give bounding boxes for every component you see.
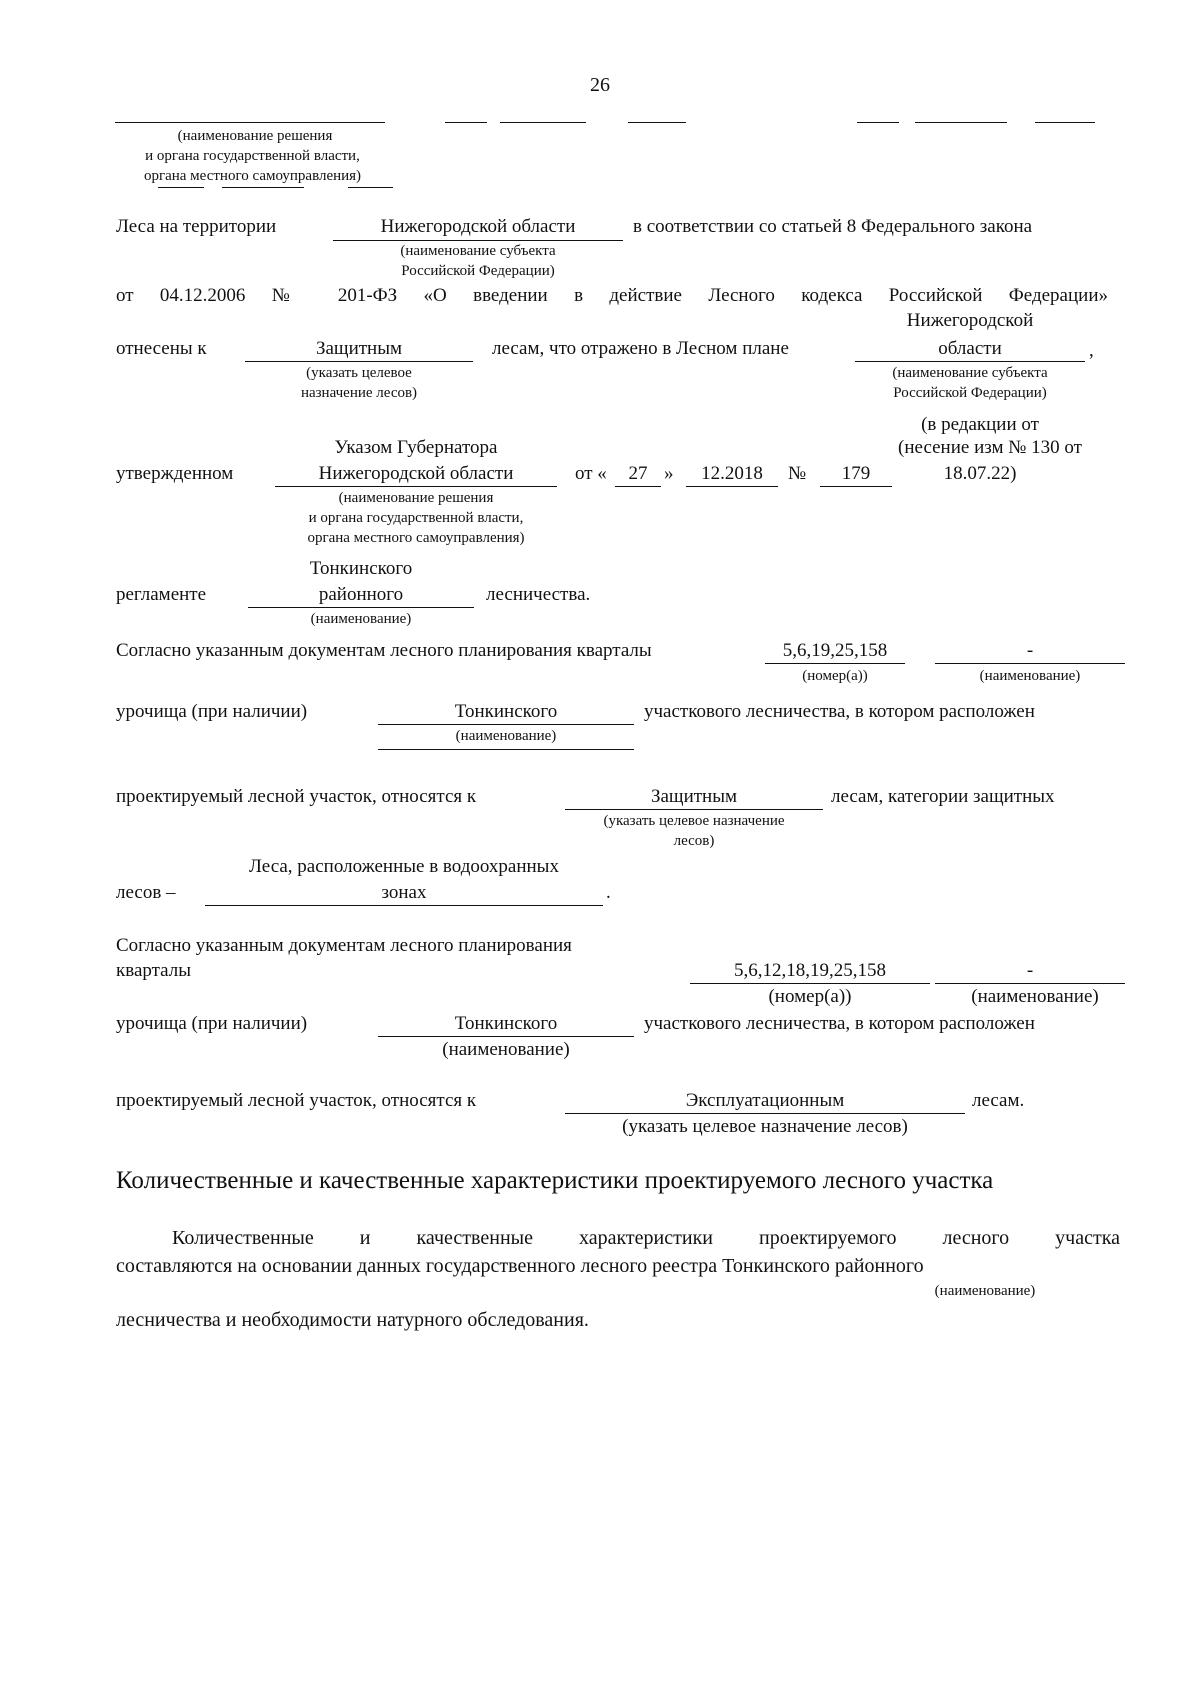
plan-subject-value: области [938, 338, 1002, 359]
blank-line [1035, 122, 1095, 123]
purpose-field: Защитным [315, 338, 402, 359]
date-rest: 12.2018 [701, 463, 763, 484]
text-rest: лесам, категории защитных [831, 786, 1055, 807]
field-caption: (номер(а)) [802, 668, 868, 684]
field-caption: (указать целевое назначение лесов) [622, 1116, 908, 1137]
blank-line [222, 187, 304, 188]
text-rest: лесничества. [486, 584, 591, 605]
field-caption: и органа государственной власти, [308, 510, 524, 526]
category-field: зонах [381, 882, 427, 903]
blank-line [628, 122, 686, 123]
field-caption: (номер(а)) [768, 986, 852, 1007]
blank-line [445, 122, 487, 123]
date-prefix: от « [575, 463, 607, 484]
blank-line [348, 187, 393, 188]
field-caption: (наименование решения [177, 128, 333, 144]
underline [935, 983, 1125, 984]
underline [378, 724, 634, 725]
number-sign: № [788, 463, 807, 484]
reglament-field: Тонкинского [309, 558, 413, 579]
comma: , [1089, 340, 1094, 361]
field-caption: (указать целевое назначение [603, 813, 785, 829]
underline [248, 607, 474, 608]
forestry-field: Тонкинского [454, 701, 558, 722]
text-lead: Согласно указанным документам лесного планирования [116, 935, 572, 956]
text-lead: отнесены к [116, 338, 207, 359]
tract-field: - [1026, 640, 1034, 661]
field-caption: Российской Федерации) [893, 385, 1047, 401]
underline [565, 1113, 965, 1114]
underline [615, 486, 661, 487]
category-field: Леса, расположенные в водоохранных [249, 856, 559, 877]
field-caption: (наименование субъекта [892, 365, 1048, 381]
field-caption: органа местного самоуправления) [143, 168, 362, 184]
underline [855, 361, 1085, 362]
page-number: 26 [590, 74, 610, 96]
text-rest: лесам, что отражено в Лесном плане [492, 338, 789, 359]
underline [820, 486, 892, 487]
underline [378, 749, 634, 750]
text-rest: . [606, 882, 611, 903]
tract-field: - [1026, 960, 1034, 981]
underline [565, 809, 823, 810]
field-caption: (наименование) [979, 668, 1081, 684]
plot-purpose-field: Защитным [650, 786, 737, 807]
blank-line [500, 122, 586, 123]
field-caption: (наименование) [934, 1283, 1036, 1299]
text-lead: утвержденном [116, 463, 234, 484]
decree-field: Нижегородской области [318, 463, 514, 484]
paragraph-line: составляются на основании данных государственного лесного реестра Тонкинского районного [116, 1255, 924, 1277]
field-caption: лесов) [673, 833, 715, 849]
paragraph-line: лесничества и необходимости натурного обследования. [116, 1309, 589, 1331]
plot-purpose-field: Эксплуатационным [685, 1090, 845, 1111]
text-lead: лесов – [116, 882, 176, 903]
field-caption: органа местного самоуправления) [307, 530, 525, 546]
text-lead: урочища (при наличии) [116, 701, 308, 722]
field-caption: и органа государственной власти, [145, 148, 360, 164]
number-value: 179 [841, 463, 871, 484]
field-caption: (наименование субъекта [400, 243, 556, 259]
text-rest: участкового лесничества, в котором расположен [644, 1013, 1035, 1034]
text-lead: проектируемый лесной участок, относятся к [116, 786, 477, 807]
date-day: 27 [628, 463, 648, 484]
blank-line [115, 122, 385, 123]
underline [333, 240, 623, 241]
subject-field: Нижегородской области [380, 216, 576, 237]
field-caption: (наименование) [310, 611, 412, 627]
blank-line [857, 122, 899, 123]
field-caption: (наименование решения [338, 490, 494, 506]
field-caption: назначение лесов) [300, 385, 418, 401]
field-caption: Российской Федерации) [401, 263, 555, 279]
underline [765, 663, 905, 664]
edition-note: (в редакции от [921, 414, 1039, 435]
text-lead: урочища (при наличии) [116, 1013, 308, 1034]
text-rest: участкового лесничества, в котором расположен [644, 701, 1035, 722]
text-lead: Леса на территории [116, 216, 277, 237]
forestry-field: Тонкинского [454, 1013, 558, 1034]
quarters-field: 5,6,19,25,158 [782, 640, 888, 661]
paragraph-line: Количественные и качественные характеристики проектируемого лесного участка [172, 1227, 1120, 1249]
reglament-field: районного [318, 584, 404, 605]
quarters-field: 5,6,12,18,19,25,158 [734, 960, 886, 981]
decree-field: Указом Губернатора [334, 437, 498, 458]
underline [205, 905, 603, 906]
underline [245, 361, 473, 362]
law-reference: от 04.12.2006 № 201-ФЗ «О введении в действие Лесного кодекса Российской Федерации» [116, 285, 1108, 306]
edition-note: (несение изм № 130 от [898, 437, 1082, 458]
plan-subject-value: Нижегородской [906, 310, 1034, 331]
underline [275, 486, 557, 487]
section-heading: Количественные и качественные характеристики проектируемого лесного участка [116, 1167, 994, 1194]
underline [935, 663, 1125, 664]
field-caption: (наименование) [442, 1039, 570, 1060]
blank-line [158, 187, 204, 188]
field-caption: (наименование) [971, 986, 1099, 1007]
underline [378, 1036, 634, 1037]
field-caption: (указать целевое [306, 365, 412, 381]
text-lead: Согласно указанным документам лесного планирования кварталы [116, 640, 652, 661]
text-rest: в соответствии со статьей 8 Федерального закона [633, 216, 1033, 237]
field-caption: (наименование) [455, 728, 557, 744]
edition-note: 18.07.22) [943, 463, 1017, 484]
text-rest: лесам. [972, 1090, 1025, 1111]
underline [686, 486, 778, 487]
text-lead: проектируемый лесной участок, относятся к [116, 1090, 477, 1111]
text-lead: регламенте [116, 584, 207, 605]
text-lead: кварталы [116, 960, 192, 981]
blank-line [915, 122, 1007, 123]
date-mid: » [664, 463, 674, 484]
underline [690, 983, 930, 984]
